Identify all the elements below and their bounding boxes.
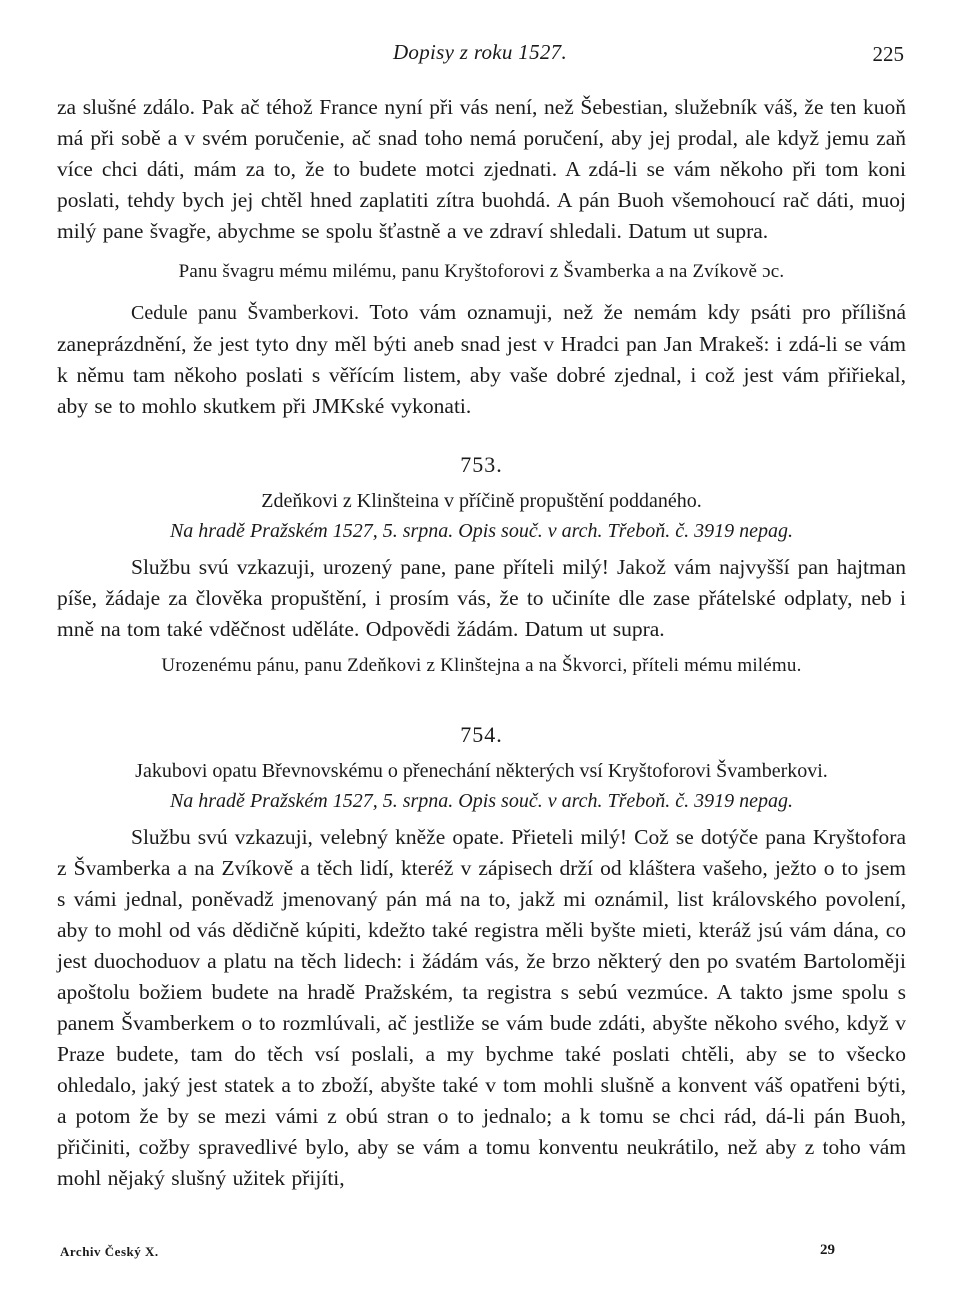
continuation-block	[57, 92, 906, 422]
schedule-label: Cedule panu Švamberkovi.	[131, 302, 359, 324]
schedule-text: Toto vám oznamuji, než že nemám kdy psáti pro přílišná zaneprázdnění, že jest tyto dny měl býti aneb snad jest v Hradci pan Jan Mrakeš: i zdá-li se vám k němu tam někoho poslati s věřícím listem, aby vaše dobré zjednal, i což jest vám přiřiekal, aby se to mohlo skutkem při JMKské vykonati.	[57, 300, 906, 418]
letter-754	[57, 722, 906, 1194]
schedule-paragraph	[57, 297, 906, 422]
letter-number: 753.	[460, 452, 503, 477]
letter-text: Službu svú vzkazuji, velebný kněže opate. Přieteli milý! Což se dotýče pana Kryštofora z Švamberka a na Zvíkově a těch lidí, kteréž v zápisech drží od kláštera vašeho, ježto o to jsem s vámi jednal, poněvadž jmenovaný pán má na to, jakž mi oznámil, list královského povolení, aby to mohl od vás dědičně kúpiti, kdežto také registra měli byšte mieti, kteráž jsú vám dána, co jest duochoduov a platu na těch lidech: i žádám vás, že brzo některý den po svatém Bartoloměji apoštolu božiem budete na hradě Pražském, ta registra s sebú vezmúce. A takto jsme spolu s panem Švamberkem o to rozmlúvali, ač jestliže se vám bude zdáti, abyšte někoho svého, když v Praze budete, tam do těch vsí poslali, a my bychme také poslati chtěli, aby se to všecko ohledalo, jaký jest statek a to zboží, abyšte také v tom mohli slušně a konvent váš opatřeni býti, a potom že by se mezi vámi z obú stran o to jednalo; a k tomu se chci rád, dá-li pán Buoh, přičiniti, cožby spravedlivé bylo, aby se vám a tomu konventu neukrátilo, než aby z toho vám mohl nějaký slušný užitek přijíti,	[57, 825, 906, 1190]
letter-heading: Jakubovi opatu Břevnovskému o přenechání některých vsí Kryštoforovi Švamberkovi.	[135, 760, 828, 782]
page-number: 225	[872, 42, 904, 66]
letter-heading: Zdeňkovi z Klinšteina v příčině propuštění poddaného.	[261, 490, 702, 512]
continuation-address: Panu švagru mému milému, panu Kryštoforovi z Švamberka a na Zvíkově ɔc.	[178, 261, 785, 282]
letter-source: Na hradě Pražském 1527, 5. srpna. Opis souč. v arch. Třeboň. č. 3919 nepag.	[169, 520, 794, 542]
sheet-number: 29	[820, 1242, 835, 1258]
letter-address: Urozenému pánu, panu Zdeňkovi z Klinštejna a na Škvorci, příteli mému milému.	[161, 655, 802, 676]
letter-text: Službu svú vzkazuji, urozený pane, pane příteli milý! Jakož vám najvyšší pan hajtman píše, žádaje za člověka propuštění, i prosím vás, že to učiníte dle zase přátelské odplaty, neb i mně na tom také vděčnost uděláte. Odpovědi žádám. Datum ut supra.	[57, 555, 906, 641]
letter-number: 754.	[460, 722, 503, 747]
letter-753	[57, 452, 906, 681]
continuation-paragraph: za slušné zdálo. Pak ač téhož France nyní při vás není, než Šebestian, služebník váš, že ten kuoň má při sobě a v svém poručenie, ač snad toho nemá poručení, aby jej prodal, ale když jemu zaň více chci dáti, mám za to, že to budete motci zjednati. A zdá-li se vám někoho při tom koni poslati, tehdy bych jej chtěl hned zaplatiti zítra buohdá. A pán Buoh všemohoucí rač dáti, muoj milý pane švagře, abychme se spolu šťastně a ve zdraví shledali. Datum ut supra.	[57, 95, 906, 243]
signature-mark: Archiv Český X.	[60, 1244, 159, 1259]
running-header-title: Dopisy z roku 1527.	[392, 40, 568, 64]
letter-source: Na hradě Pražském 1527, 5. srpna. Opis souč. v arch. Třeboň. č. 3919 nepag.	[169, 790, 794, 812]
